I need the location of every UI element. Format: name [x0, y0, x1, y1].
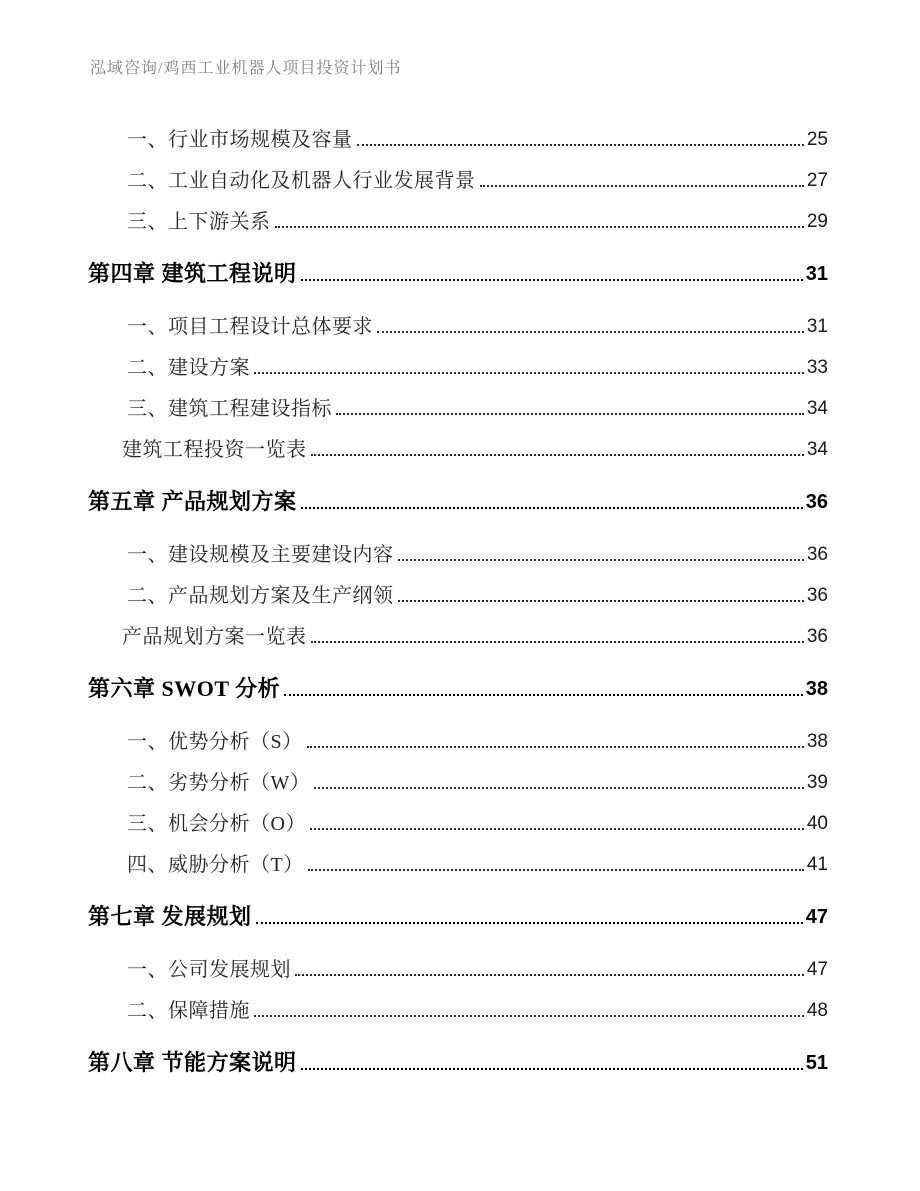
toc-entry-page: 29 [806, 211, 828, 232]
toc-leader-dots [310, 828, 804, 830]
toc-leader-dots [377, 331, 804, 333]
toc-entry-page: 41 [806, 854, 828, 875]
toc-leader-dots [357, 144, 804, 146]
toc-entry-label: 二、工业自动化及机器人行业发展背景 [127, 170, 476, 192]
toc-leader-dots [311, 454, 804, 456]
toc-entry-page: 39 [806, 772, 828, 793]
toc-entry-label: 产品规划方案一览表 [122, 626, 307, 648]
toc-entry-label: 二、保障措施 [127, 1000, 250, 1022]
toc-entry[interactable] [88, 755, 828, 796]
toc-chapter-label: 第六章 SWOT 分析 [88, 676, 281, 701]
toc-entry-label: 建筑工程投资一览表 [122, 439, 307, 461]
toc-leader-dots [336, 413, 804, 415]
toc-leader-dots [295, 974, 804, 976]
toc-entry-page: 36 [806, 626, 828, 647]
toc-chapter-entry[interactable] [88, 476, 828, 516]
toc-entry-page: 36 [806, 585, 828, 606]
toc-chapter-page: 36 [805, 491, 828, 513]
toc-leader-dots [254, 372, 804, 374]
toc-entry-page: 25 [806, 129, 828, 150]
toc-entry-page: 34 [806, 398, 828, 419]
toc-chapter-label: 第七章 发展规划 [88, 904, 252, 929]
toc-entry[interactable] [88, 568, 828, 609]
toc-entry[interactable] [88, 527, 828, 568]
toc-entry-label: 二、产品规划方案及生产纲领 [127, 585, 394, 607]
toc-entry[interactable] [88, 609, 828, 650]
toc-entry-page: 34 [806, 439, 828, 460]
toc-leader-dots [308, 869, 804, 871]
toc-entry-page: 36 [806, 544, 828, 565]
toc-entry[interactable] [88, 194, 828, 235]
toc-entry-label: 一、公司发展规划 [127, 959, 291, 981]
toc-entry-page: 31 [806, 316, 828, 337]
toc-leader-dots [480, 185, 804, 187]
toc-entry[interactable] [88, 422, 828, 463]
toc-chapter-page: 47 [805, 906, 828, 928]
toc-chapter-entry[interactable] [88, 1037, 828, 1077]
toc-leader-dots [301, 507, 803, 509]
toc-entry-label: 一、建设规模及主要建设内容 [127, 544, 394, 566]
toc-entry[interactable] [88, 983, 828, 1024]
toc-entry[interactable] [88, 112, 828, 153]
toc-entry-label: 四、威胁分析（T） [127, 854, 304, 876]
toc-leader-dots [275, 226, 804, 228]
toc-entry-page: 48 [806, 1000, 828, 1021]
toc-chapter-entry[interactable] [88, 663, 828, 703]
toc-entry[interactable] [88, 942, 828, 983]
toc-entry[interactable] [88, 381, 828, 422]
toc-entry-label: 一、行业市场规模及容量 [127, 129, 353, 151]
toc-entry-label: 二、劣势分析（W） [127, 772, 311, 794]
toc-entry[interactable] [88, 340, 828, 381]
toc-entry[interactable] [88, 153, 828, 194]
toc-entry-page: 38 [806, 731, 828, 752]
toc-entry[interactable] [88, 714, 828, 755]
toc-leader-dots [284, 694, 803, 696]
toc-entry[interactable] [88, 299, 828, 340]
toc-chapter-entry[interactable] [88, 248, 828, 288]
toc-leader-dots [398, 559, 804, 561]
toc-chapter-page: 38 [805, 678, 828, 700]
toc-entry-label: 二、建设方案 [127, 357, 250, 379]
toc-leader-dots [314, 787, 803, 789]
table-of-contents [88, 112, 828, 1088]
toc-chapter-label: 第四章 建筑工程说明 [88, 261, 297, 286]
toc-entry-page: 27 [806, 170, 828, 191]
toc-entry[interactable] [88, 837, 828, 878]
toc-entry-label: 三、上下游关系 [127, 211, 271, 233]
toc-chapter-page: 51 [805, 1052, 828, 1074]
toc-chapter-entry[interactable] [88, 891, 828, 931]
toc-entry-label: 三、建筑工程建设指标 [127, 398, 332, 420]
toc-entry-label: 一、优势分析（S） [127, 731, 303, 753]
toc-leader-dots [398, 600, 804, 602]
toc-entry-label: 三、机会分析（O） [127, 813, 306, 835]
toc-leader-dots [254, 1015, 804, 1017]
toc-chapter-label: 第八章 节能方案说明 [88, 1050, 297, 1075]
toc-leader-dots [307, 746, 804, 748]
toc-entry-label: 一、项目工程设计总体要求 [127, 316, 373, 338]
toc-chapter-label: 第五章 产品规划方案 [88, 489, 297, 514]
toc-chapter-page: 31 [805, 263, 828, 285]
toc-leader-dots [301, 279, 803, 281]
toc-entry-page: 47 [806, 959, 828, 980]
toc-leader-dots [301, 1068, 803, 1070]
toc-entry[interactable] [88, 796, 828, 837]
toc-entry-page: 40 [806, 813, 828, 834]
toc-leader-dots [256, 922, 803, 924]
toc-leader-dots [311, 641, 804, 643]
toc-entry-page: 33 [806, 357, 828, 378]
page-header: 泓域咨询/鸡西工业机器人项目投资计划书 [90, 60, 402, 77]
